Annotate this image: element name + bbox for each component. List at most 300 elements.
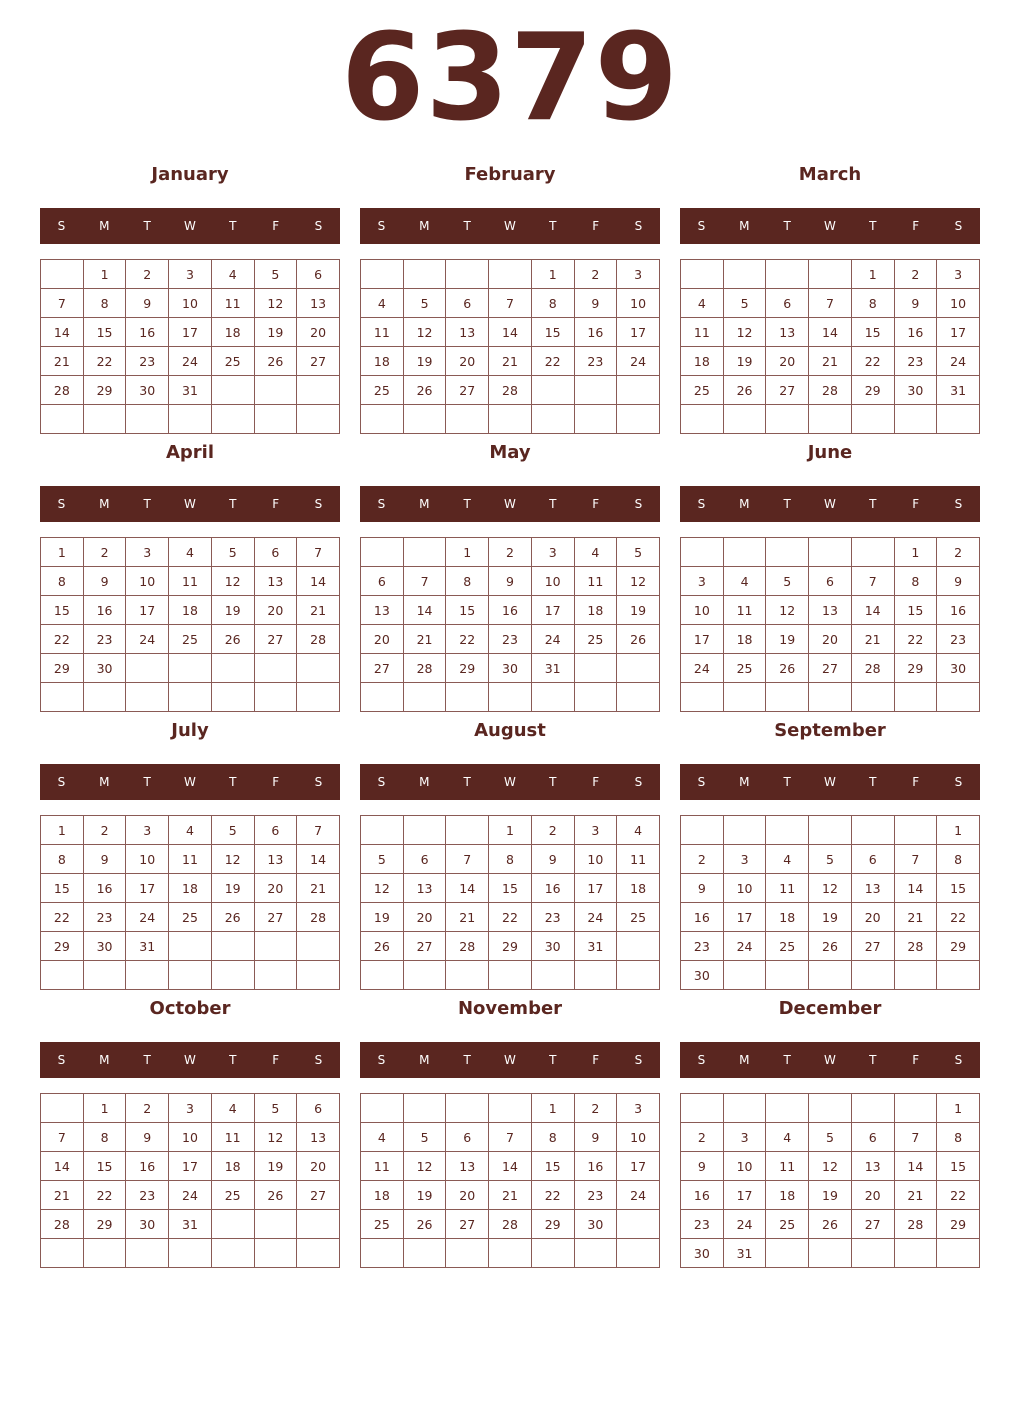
day-cell: 16	[83, 596, 126, 625]
day-cell	[403, 961, 446, 990]
day-cell	[83, 961, 126, 990]
day-cell: 9	[574, 1123, 617, 1152]
day-cell: 6	[851, 1123, 894, 1152]
weekday-header	[40, 486, 340, 522]
month-may	[360, 438, 660, 705]
day-cell: 30	[126, 1210, 169, 1239]
week-row	[41, 347, 340, 376]
day-cell: 27	[361, 654, 404, 683]
day-cell: 24	[617, 347, 660, 376]
day-cell: 4	[723, 567, 766, 596]
day-cell: 21	[297, 596, 340, 625]
day-cell: 17	[723, 903, 766, 932]
day-cell: 13	[446, 1152, 489, 1181]
day-cell: 30	[937, 654, 980, 683]
day-cell: 30	[574, 1210, 617, 1239]
day-cell: 10	[723, 1152, 766, 1181]
day-cell: 18	[211, 1152, 254, 1181]
day-cell: 15	[41, 874, 84, 903]
day-cell: 6	[809, 567, 852, 596]
day-cell: 9	[83, 845, 126, 874]
day-cell: 11	[766, 1152, 809, 1181]
week-row	[41, 567, 340, 596]
week-row	[361, 1123, 660, 1152]
day-cell: 11	[617, 845, 660, 874]
weekday-label: S	[697, 1053, 706, 1067]
day-cell: 20	[254, 596, 297, 625]
day-cell: 18	[169, 596, 212, 625]
day-cell	[531, 405, 574, 434]
day-cell	[766, 816, 809, 845]
day-cell: 26	[809, 1210, 852, 1239]
day-cell: 11	[211, 289, 254, 318]
weekday-label: S	[377, 1053, 386, 1067]
day-cell: 8	[83, 1123, 126, 1152]
day-cell	[403, 260, 446, 289]
day-cell: 27	[297, 347, 340, 376]
day-cell: 12	[403, 318, 446, 347]
day-cell: 25	[723, 654, 766, 683]
weekday-label: S	[954, 497, 963, 511]
day-cell: 11	[574, 567, 617, 596]
day-cell	[617, 1210, 660, 1239]
weekday-label: S	[954, 1053, 963, 1067]
weekday-label: T	[143, 1053, 151, 1067]
day-cell: 9	[681, 1152, 724, 1181]
day-cell: 12	[403, 1152, 446, 1181]
weekday-header	[360, 486, 660, 522]
day-cell	[617, 405, 660, 434]
day-cell	[851, 1239, 894, 1268]
day-cell	[446, 1239, 489, 1268]
weekday-label: F	[272, 775, 280, 789]
weekday-label: F	[912, 1053, 920, 1067]
day-cell: 19	[211, 596, 254, 625]
day-cell: 5	[403, 1123, 446, 1152]
day-cell: 27	[851, 1210, 894, 1239]
day-cell: 29	[41, 654, 84, 683]
month-name: January	[151, 164, 229, 185]
day-cell: 2	[894, 260, 937, 289]
weekday-label: T	[869, 1053, 877, 1067]
weekday-label: M	[419, 1053, 430, 1067]
day-cell: 8	[489, 845, 532, 874]
day-cell: 30	[681, 1239, 724, 1268]
day-cell: 8	[41, 567, 84, 596]
day-cell	[403, 1239, 446, 1268]
day-cell: 2	[83, 816, 126, 845]
day-cell: 31	[169, 376, 212, 405]
day-cell: 7	[851, 567, 894, 596]
day-cell	[126, 654, 169, 683]
day-cell: 3	[126, 538, 169, 567]
month-september	[680, 716, 980, 983]
day-cell: 18	[211, 318, 254, 347]
day-cell	[851, 816, 894, 845]
day-cell: 31	[937, 376, 980, 405]
weekday-label: F	[592, 219, 600, 233]
day-cell: 7	[894, 1123, 937, 1152]
day-cell: 4	[766, 1123, 809, 1152]
weekday-header	[680, 486, 980, 522]
day-cell: 11	[766, 874, 809, 903]
day-cell: 17	[617, 318, 660, 347]
day-grid	[40, 815, 340, 990]
day-cell	[169, 961, 212, 990]
day-cell	[937, 961, 980, 990]
day-cell	[83, 1239, 126, 1268]
day-cell: 18	[574, 596, 617, 625]
day-cell: 26	[254, 1181, 297, 1210]
day-cell: 22	[937, 903, 980, 932]
weekday-label: S	[57, 1053, 66, 1067]
day-cell: 4	[766, 845, 809, 874]
day-cell: 5	[361, 845, 404, 874]
day-cell	[617, 683, 660, 712]
day-cell: 2	[531, 816, 574, 845]
weekday-label: S	[697, 775, 706, 789]
day-cell	[851, 961, 894, 990]
day-cell: 28	[446, 932, 489, 961]
day-cell: 27	[254, 903, 297, 932]
day-cell: 15	[937, 1152, 980, 1181]
day-grid	[40, 259, 340, 434]
day-cell: 21	[809, 347, 852, 376]
day-cell: 21	[41, 1181, 84, 1210]
day-cell: 23	[83, 625, 126, 654]
day-cell: 26	[617, 625, 660, 654]
day-cell: 12	[211, 567, 254, 596]
day-cell: 4	[361, 1123, 404, 1152]
day-cell: 1	[937, 1094, 980, 1123]
day-cell: 31	[574, 932, 617, 961]
weekday-label: F	[912, 219, 920, 233]
day-cell: 20	[254, 874, 297, 903]
day-cell	[41, 961, 84, 990]
day-cell: 8	[531, 1123, 574, 1152]
day-cell	[851, 1094, 894, 1123]
week-row	[41, 625, 340, 654]
day-cell: 11	[681, 318, 724, 347]
day-cell	[894, 1094, 937, 1123]
day-cell: 28	[489, 1210, 532, 1239]
day-cell: 31	[531, 654, 574, 683]
day-cell	[254, 1239, 297, 1268]
day-cell: 12	[617, 567, 660, 596]
weekday-label: W	[504, 1053, 516, 1067]
day-cell: 19	[809, 1181, 852, 1210]
day-cell: 23	[681, 1210, 724, 1239]
week-row	[361, 874, 660, 903]
day-cell: 8	[446, 567, 489, 596]
day-cell: 6	[254, 538, 297, 567]
day-cell: 16	[83, 874, 126, 903]
month-july	[40, 716, 340, 983]
day-cell: 26	[403, 1210, 446, 1239]
day-cell	[766, 405, 809, 434]
week-row	[681, 845, 980, 874]
week-row	[681, 538, 980, 567]
day-cell	[403, 538, 446, 567]
day-cell	[681, 405, 724, 434]
day-cell: 28	[297, 903, 340, 932]
day-cell: 29	[851, 376, 894, 405]
day-cell	[681, 1094, 724, 1123]
day-cell	[41, 260, 84, 289]
day-cell	[681, 260, 724, 289]
week-row	[41, 816, 340, 845]
weekday-label: T	[549, 775, 557, 789]
week-row	[361, 376, 660, 405]
weekday-label: T	[549, 1053, 557, 1067]
month-name: June	[807, 442, 853, 463]
weekday-label: S	[954, 219, 963, 233]
day-cell: 27	[446, 376, 489, 405]
day-cell: 10	[617, 289, 660, 318]
day-cell: 9	[894, 289, 937, 318]
day-cell: 29	[531, 1210, 574, 1239]
day-cell: 22	[41, 625, 84, 654]
day-cell	[723, 405, 766, 434]
weekday-header	[40, 208, 340, 244]
weekday-label: M	[739, 219, 750, 233]
day-cell: 7	[403, 567, 446, 596]
day-cell: 18	[361, 347, 404, 376]
day-cell: 2	[574, 1094, 617, 1123]
day-cell: 5	[809, 845, 852, 874]
day-cell: 1	[489, 816, 532, 845]
week-row	[681, 1094, 980, 1123]
day-cell	[254, 654, 297, 683]
day-cell	[297, 405, 340, 434]
day-cell: 17	[126, 874, 169, 903]
day-cell: 17	[531, 596, 574, 625]
day-cell	[489, 961, 532, 990]
day-cell	[723, 961, 766, 990]
day-cell: 10	[937, 289, 980, 318]
day-cell	[169, 932, 212, 961]
day-cell: 22	[531, 1181, 574, 1210]
day-cell: 16	[574, 318, 617, 347]
weekday-label: W	[184, 219, 196, 233]
day-cell: 9	[83, 567, 126, 596]
day-cell	[531, 376, 574, 405]
day-cell: 22	[489, 903, 532, 932]
day-cell: 21	[489, 347, 532, 376]
weekday-label: T	[463, 775, 471, 789]
day-cell	[446, 260, 489, 289]
day-cell: 11	[361, 1152, 404, 1181]
week-row	[41, 903, 340, 932]
day-cell: 21	[489, 1181, 532, 1210]
weekday-label: M	[419, 775, 430, 789]
day-cell: 2	[126, 260, 169, 289]
day-cell	[851, 683, 894, 712]
day-cell: 9	[574, 289, 617, 318]
week-row	[41, 1094, 340, 1123]
weekday-label: S	[634, 775, 643, 789]
day-cell: 24	[531, 625, 574, 654]
day-cell	[489, 405, 532, 434]
day-cell: 15	[531, 1152, 574, 1181]
day-cell: 13	[403, 874, 446, 903]
day-cell: 2	[681, 845, 724, 874]
day-cell	[211, 405, 254, 434]
day-cell	[723, 683, 766, 712]
day-cell	[297, 1239, 340, 1268]
day-cell: 15	[83, 318, 126, 347]
day-cell: 18	[681, 347, 724, 376]
day-cell	[723, 260, 766, 289]
weekday-label: F	[592, 1053, 600, 1067]
day-cell: 25	[766, 932, 809, 961]
week-row	[681, 318, 980, 347]
day-cell	[41, 1094, 84, 1123]
weekday-header	[40, 1042, 340, 1078]
weekday-label: T	[229, 1053, 237, 1067]
day-cell	[361, 683, 404, 712]
day-cell: 3	[169, 1094, 212, 1123]
week-row	[41, 1239, 340, 1268]
day-cell	[574, 654, 617, 683]
month-january	[40, 160, 340, 427]
day-cell: 15	[937, 874, 980, 903]
day-cell: 25	[211, 347, 254, 376]
day-cell: 23	[574, 347, 617, 376]
day-cell: 1	[41, 816, 84, 845]
day-cell: 18	[361, 1181, 404, 1210]
day-cell	[211, 376, 254, 405]
day-cell: 6	[254, 816, 297, 845]
day-cell: 13	[254, 845, 297, 874]
day-cell	[446, 816, 489, 845]
day-cell: 19	[809, 903, 852, 932]
day-cell	[211, 1239, 254, 1268]
day-cell	[254, 1210, 297, 1239]
day-cell: 4	[211, 1094, 254, 1123]
day-cell: 29	[489, 932, 532, 961]
weekday-label: S	[634, 219, 643, 233]
weekday-label: M	[739, 497, 750, 511]
day-cell: 24	[126, 903, 169, 932]
day-cell: 6	[297, 1094, 340, 1123]
day-cell	[169, 405, 212, 434]
day-cell: 13	[297, 289, 340, 318]
day-cell: 10	[126, 845, 169, 874]
day-cell: 14	[851, 596, 894, 625]
day-cell: 12	[723, 318, 766, 347]
weekday-label: W	[824, 1053, 836, 1067]
day-cell: 6	[403, 845, 446, 874]
day-cell: 1	[894, 538, 937, 567]
weekday-label: M	[99, 497, 110, 511]
day-cell: 19	[403, 1181, 446, 1210]
day-cell: 12	[211, 845, 254, 874]
day-cell	[403, 816, 446, 845]
day-cell: 25	[766, 1210, 809, 1239]
day-cell: 27	[403, 932, 446, 961]
day-cell: 28	[403, 654, 446, 683]
day-cell: 23	[574, 1181, 617, 1210]
weekday-label: S	[57, 775, 66, 789]
day-cell: 8	[851, 289, 894, 318]
day-cell: 18	[766, 1181, 809, 1210]
day-cell: 23	[126, 1181, 169, 1210]
day-cell: 13	[851, 874, 894, 903]
day-cell: 20	[361, 625, 404, 654]
day-cell: 25	[361, 376, 404, 405]
day-cell: 20	[297, 318, 340, 347]
weekday-label: W	[184, 1053, 196, 1067]
day-cell: 21	[894, 903, 937, 932]
weekday-label: F	[272, 497, 280, 511]
day-cell	[894, 683, 937, 712]
day-cell: 1	[446, 538, 489, 567]
week-row	[361, 625, 660, 654]
day-cell: 28	[894, 1210, 937, 1239]
week-row	[361, 260, 660, 289]
day-cell	[809, 538, 852, 567]
day-cell: 4	[574, 538, 617, 567]
week-row	[41, 405, 340, 434]
day-cell: 24	[723, 932, 766, 961]
day-cell	[361, 961, 404, 990]
day-cell	[723, 1094, 766, 1123]
week-row	[361, 538, 660, 567]
day-cell	[531, 961, 574, 990]
week-row	[681, 405, 980, 434]
week-row	[681, 567, 980, 596]
weekday-label: F	[272, 1053, 280, 1067]
weekday-label: F	[272, 219, 280, 233]
day-cell	[211, 654, 254, 683]
day-cell: 14	[403, 596, 446, 625]
day-cell: 16	[894, 318, 937, 347]
week-row	[681, 596, 980, 625]
day-cell: 5	[766, 567, 809, 596]
day-cell: 9	[531, 845, 574, 874]
day-cell: 12	[254, 289, 297, 318]
day-grid	[680, 537, 980, 712]
day-cell	[211, 1210, 254, 1239]
weekday-label: F	[912, 775, 920, 789]
day-cell	[169, 683, 212, 712]
day-cell: 5	[211, 538, 254, 567]
week-row	[361, 845, 660, 874]
day-cell: 8	[83, 289, 126, 318]
day-cell: 13	[361, 596, 404, 625]
day-grid	[680, 815, 980, 990]
day-cell: 3	[617, 260, 660, 289]
day-cell: 27	[809, 654, 852, 683]
week-row	[681, 654, 980, 683]
weekday-header	[680, 764, 980, 800]
week-row	[681, 289, 980, 318]
weekday-label: T	[783, 775, 791, 789]
day-cell	[446, 405, 489, 434]
month-name: December	[778, 998, 882, 1019]
day-cell: 7	[297, 816, 340, 845]
day-cell: 4	[681, 289, 724, 318]
weekday-label: S	[634, 497, 643, 511]
day-cell	[297, 654, 340, 683]
day-cell: 20	[446, 347, 489, 376]
day-cell: 5	[211, 816, 254, 845]
week-row	[41, 932, 340, 961]
day-cell: 11	[169, 567, 212, 596]
week-row	[41, 683, 340, 712]
weekday-label: S	[57, 219, 66, 233]
